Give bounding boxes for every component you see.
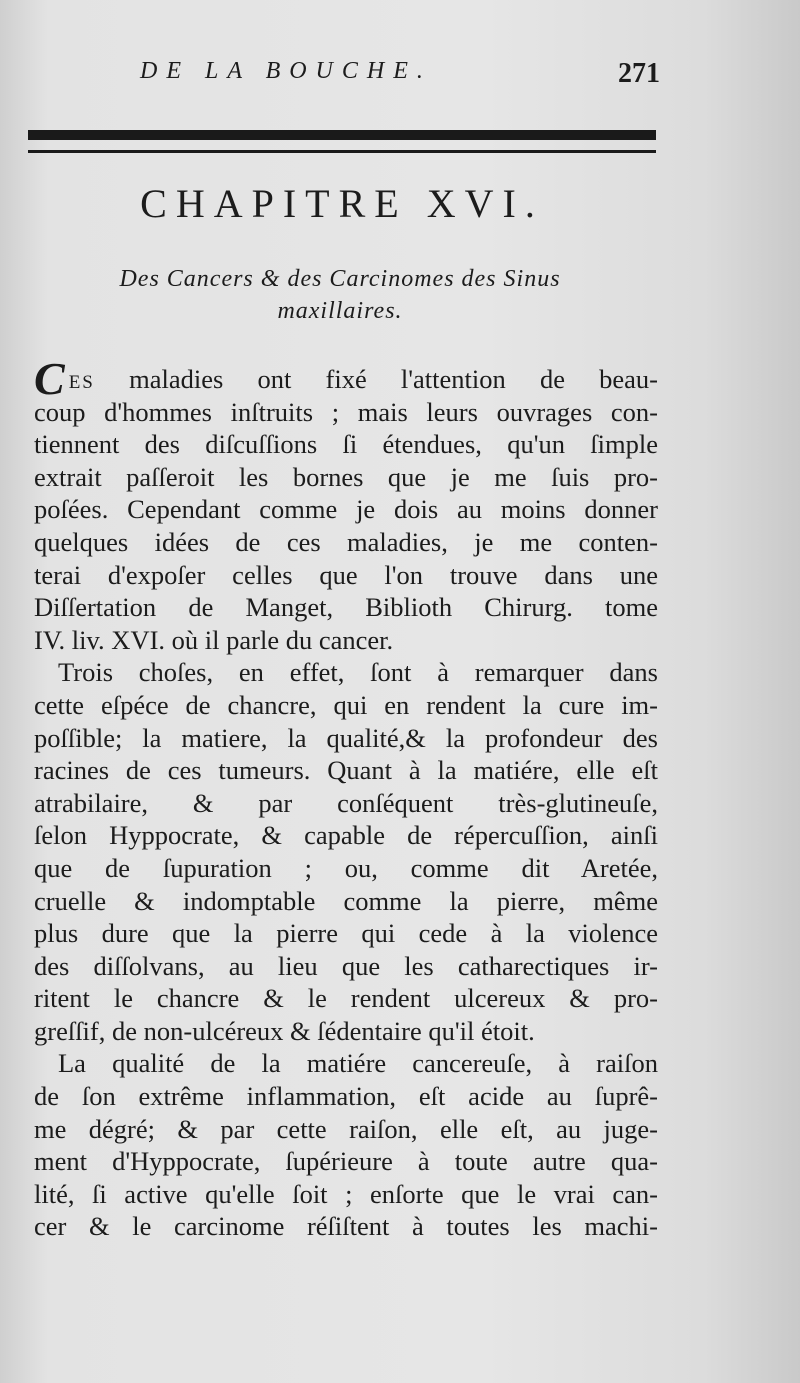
text-line: racines de ces tumeurs. Quant à la matiére, elle eſt <box>34 755 658 786</box>
text-line: de ſon extrême inflammation, eſt acide au ſuprê- <box>34 1081 658 1112</box>
text-line: cette eſpéce de chancre, qui en rendent la cure im- <box>34 689 658 720</box>
running-head-title: DE LA BOUCHE. <box>140 58 432 84</box>
subtitle-line: maxillaires. <box>277 298 403 324</box>
first-word-rest: ES <box>68 372 95 393</box>
text-line: terai d'expoſer celles que l'on trouve dans une <box>34 559 658 590</box>
text-line: poſſible; la matiere, la qualité,& la profondeur des <box>34 722 658 753</box>
text-line: plus dure que la pierre qui cede à la violence <box>34 918 658 949</box>
text-line: cer & le carcinome réſiſtent à toutes les machi- <box>34 1211 658 1242</box>
text-line: IV. liv. XVI. où il parle du cancer. <box>34 624 394 655</box>
text-line: des diſſolvans, au lieu que les catharectiques ir- <box>34 950 658 981</box>
text-line: CES maladies ont fixé l'attention de beau- <box>34 353 658 404</box>
drop-cap: C <box>34 353 65 404</box>
text-line: La qualité de la matiére cancereuſe, à raiſon <box>58 1048 658 1079</box>
text-line: poſées. Cependant comme je dois au moins donner <box>34 494 658 525</box>
text-line: ſelon Hyppocrate, & capable de répercuſſion, ainſi <box>34 820 658 851</box>
subtitle-line: Des Cancers & des Carcinomes des Sinus <box>119 266 561 292</box>
header-rule-thick <box>28 130 656 140</box>
text-line: me dégré; & par cette raiſon, elle eſt, au juge- <box>34 1113 658 1144</box>
text-line: extrait paſſeroit les bornes que je me ſuis pro- <box>34 461 658 492</box>
chapter-subtitle <box>40 263 640 327</box>
running-head <box>140 58 660 98</box>
text-line: tiennent des diſcuſſions ſi étendues, qu'un ſimple <box>34 429 658 460</box>
text-line: que de ſupuration ; ou, comme dit Aretée, <box>34 852 658 883</box>
text-line: greſſif, de non-ulcéreux & ſédentaire qu'il étoit. <box>34 1015 535 1046</box>
text-line: coup d'hommes inſtruits ; mais leurs ouvrages con- <box>34 396 658 427</box>
body-text <box>34 353 658 1243</box>
text-line: cruelle & indomptable comme la pierre, même <box>34 885 658 916</box>
header-rule-thin <box>28 150 656 153</box>
text-line: atrabilaire, & par conſéquent très-glutineuſe, <box>34 787 658 818</box>
page-number: 271 <box>618 58 660 89</box>
text-line: ritent le chancre & le rendent ulcereux & pro- <box>34 983 658 1014</box>
text-line: Trois choſes, en effet, ſont à remarquer dans <box>58 657 658 688</box>
text-line: ment d'Hyppocrate, ſupérieure à toute autre qua- <box>34 1146 658 1177</box>
chapter-title: CHAPITRE XVI. <box>140 181 544 226</box>
text-line: Diſſertation de Manget, Biblioth Chirurg. tome <box>34 592 658 623</box>
text-line: quelques idées de ces maladies, je me conten- <box>34 526 658 557</box>
text-line: lité, ſi active qu'elle ſoit ; enſorte que le vrai can- <box>34 1178 658 1209</box>
